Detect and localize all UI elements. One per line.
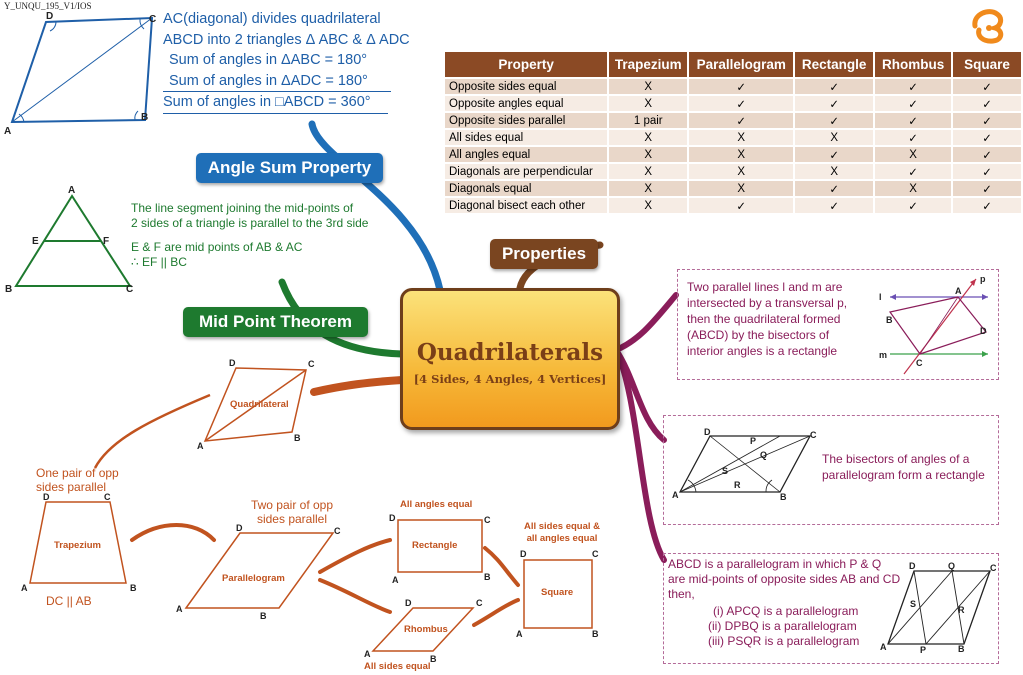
svg-text:B: B bbox=[886, 315, 893, 325]
svg-text:A: A bbox=[176, 604, 183, 614]
svg-text:D: D bbox=[229, 358, 236, 368]
all-angles-text: All angles equal bbox=[400, 499, 473, 510]
property-value-cell: ✓ bbox=[688, 112, 794, 129]
svg-text:B: B bbox=[592, 629, 599, 639]
svg-text:A: A bbox=[516, 629, 523, 639]
transversal-line-1: Two parallel lines l and m are bbox=[687, 280, 843, 294]
svg-text:B: B bbox=[294, 433, 301, 443]
one-pair-text: One pair of opp sides parallel bbox=[36, 466, 119, 494]
property-name-cell: Diagonal bisect each other bbox=[444, 197, 608, 214]
svg-text:C: C bbox=[334, 526, 341, 536]
property-name-cell: Opposite angles equal bbox=[444, 95, 608, 112]
property-name-cell: Diagonals are perpendicular bbox=[444, 163, 608, 180]
center-title: Quadrilaterals bbox=[416, 339, 604, 366]
property-value-cell: X bbox=[608, 146, 688, 163]
svg-text:C: C bbox=[308, 359, 315, 369]
angle-vertex-b: B bbox=[141, 112, 149, 123]
svg-text:P: P bbox=[750, 436, 757, 446]
angle-sum-label: Angle Sum Property bbox=[196, 153, 383, 183]
svg-text:l: l bbox=[879, 292, 882, 302]
svg-text:C: C bbox=[484, 515, 491, 525]
mp-line-1: ABCD is a parallelogram in which P & Q bbox=[668, 557, 882, 571]
svg-text:A: A bbox=[672, 490, 679, 500]
property-value-cell: X bbox=[688, 180, 794, 197]
transversal-line-2: intersected by a transversal p, bbox=[687, 296, 848, 310]
properties-label: Properties bbox=[490, 239, 598, 269]
header-trapezium: Trapezium bbox=[608, 51, 688, 78]
property-value-cell: ✓ bbox=[952, 146, 1022, 163]
svg-text:D: D bbox=[43, 492, 50, 502]
rectangle-label: Rectangle bbox=[412, 540, 458, 551]
mid-vertex-e: E bbox=[32, 236, 39, 247]
transversal-text bbox=[687, 279, 847, 359]
angle-vertex-c: C bbox=[149, 14, 157, 25]
mid-vertex-a: A bbox=[68, 185, 76, 196]
mid-point-line-3: E & F are mid points of AB & AC bbox=[131, 240, 303, 254]
property-value-cell: ✓ bbox=[874, 78, 952, 95]
property-value-cell: X bbox=[794, 163, 874, 180]
property-value-cell: ✓ bbox=[688, 78, 794, 95]
property-name-cell: All sides equal bbox=[444, 129, 608, 146]
svg-text:A: A bbox=[955, 286, 962, 296]
svg-text:D: D bbox=[236, 523, 243, 533]
svg-text:B: B bbox=[260, 611, 267, 621]
transversal-figure bbox=[876, 270, 996, 378]
property-name-cell: Diagonals equal bbox=[444, 180, 608, 197]
svg-text:p: p bbox=[980, 274, 986, 284]
svg-text:Q: Q bbox=[760, 450, 768, 460]
rhombus-label: Rhombus bbox=[404, 624, 448, 635]
property-value-cell: ✓ bbox=[794, 112, 874, 129]
angle-sum-line-2: ABCD into 2 triangles Δ ABC & Δ ADC bbox=[163, 31, 410, 48]
svg-text:A: A bbox=[197, 441, 204, 451]
svg-text:A: A bbox=[21, 583, 28, 593]
svg-text:B: B bbox=[780, 492, 787, 502]
svg-text:R: R bbox=[734, 480, 741, 490]
parallelogram-label: Parallelogram bbox=[222, 573, 285, 584]
transversal-line-4: (ABCD) by the bisectors of bbox=[687, 328, 830, 342]
svg-text:m: m bbox=[879, 350, 888, 360]
property-value-cell: ✓ bbox=[874, 197, 952, 214]
property-value-cell: ✓ bbox=[688, 95, 794, 112]
svg-text:D: D bbox=[704, 427, 711, 437]
svg-text:S: S bbox=[722, 466, 729, 476]
midpoint-parallelogram-figure bbox=[876, 559, 996, 659]
mid-vertex-b: B bbox=[5, 284, 13, 295]
svg-text:D: D bbox=[389, 513, 396, 523]
bisector-line-1: The bisectors of angles of a bbox=[822, 452, 970, 466]
mp-line-3: then, bbox=[668, 587, 695, 601]
property-value-cell: ✓ bbox=[874, 163, 952, 180]
corner-code: Y_UNQU_195_V1/IOS bbox=[4, 1, 92, 11]
header-rhombus: Rhombus bbox=[874, 51, 952, 78]
svg-text:D: D bbox=[909, 561, 916, 571]
angle-sum-line-4: Sum of angles in ΔADC = 180° bbox=[163, 71, 391, 93]
angle-sum-line-1: AC(diagonal) divides quadrilateral bbox=[163, 11, 381, 27]
property-value-cell: ✓ bbox=[952, 112, 1022, 129]
property-value-cell: ✓ bbox=[794, 146, 874, 163]
header-property: Property bbox=[444, 51, 608, 78]
property-value-cell: X bbox=[688, 146, 794, 163]
svg-text:C: C bbox=[916, 358, 923, 368]
svg-text:B: B bbox=[430, 654, 437, 664]
mp-item-1: (i) APCQ is a parallelogram bbox=[713, 604, 859, 618]
quadrilateral-label: Quadrilateral bbox=[230, 399, 289, 410]
svg-text:C: C bbox=[990, 563, 996, 573]
svg-text:C: C bbox=[104, 492, 111, 502]
svg-text:D: D bbox=[405, 598, 412, 608]
mid-point-label: Mid Point Theorem bbox=[183, 307, 368, 337]
property-value-cell: ✓ bbox=[952, 78, 1022, 95]
bisector-line-2: parallelogram form a rectangle bbox=[822, 468, 985, 482]
angle-sum-line-5: Sum of angles in □ABCD = 360° bbox=[163, 92, 388, 114]
square-label: Square bbox=[541, 587, 574, 598]
svg-text:B: B bbox=[958, 644, 965, 654]
svg-text:A: A bbox=[880, 642, 887, 652]
property-value-cell: X bbox=[874, 146, 952, 163]
svg-text:B: B bbox=[484, 572, 491, 582]
property-value-cell: ✓ bbox=[874, 95, 952, 112]
header-rectangle: Rectangle bbox=[794, 51, 874, 78]
property-value-cell: ✓ bbox=[794, 180, 874, 197]
property-value-cell: ✓ bbox=[688, 197, 794, 214]
svg-text:D: D bbox=[520, 549, 527, 559]
svg-text:C: C bbox=[810, 430, 817, 440]
property-value-cell: X bbox=[608, 180, 688, 197]
svg-text:Q: Q bbox=[948, 561, 956, 571]
center-subtitle: [4 Sides, 4 Angles, 4 Vertices] bbox=[413, 372, 607, 386]
property-value-cell: ✓ bbox=[874, 129, 952, 146]
property-name-cell: All angles equal bbox=[444, 146, 608, 163]
property-value-cell: ✓ bbox=[794, 95, 874, 112]
property-value-cell: X bbox=[608, 163, 688, 180]
property-value-cell: ✓ bbox=[952, 95, 1022, 112]
svg-text:A: A bbox=[392, 575, 399, 585]
property-value-cell: ✓ bbox=[952, 129, 1022, 146]
all-sides-angles-text: All sides equal & all angles equal bbox=[523, 521, 601, 544]
property-value-cell: X bbox=[688, 163, 794, 180]
transversal-line-3: then the quadrilateral formed bbox=[687, 312, 841, 326]
property-name-cell: Opposite sides equal bbox=[444, 78, 608, 95]
property-value-cell: ✓ bbox=[874, 112, 952, 129]
property-value-cell: X bbox=[608, 95, 688, 112]
all-sides-text: All sides equal bbox=[364, 661, 431, 672]
mid-vertex-c: C bbox=[126, 284, 134, 295]
header-square: Square bbox=[952, 51, 1022, 78]
property-value-cell: ✓ bbox=[794, 197, 874, 214]
svg-text:A: A bbox=[364, 649, 371, 659]
mid-point-line-1: The line segment joining the mid-points of bbox=[131, 201, 354, 215]
angle-vertex-d: D bbox=[46, 11, 54, 22]
property-value-cell: X bbox=[688, 129, 794, 146]
transversal-line-5: interior angles is a rectangle bbox=[687, 344, 838, 358]
angle-vertex-a: A bbox=[4, 126, 12, 135]
mid-point-line-2: 2 sides of a triangle is parallel to the 3rd side bbox=[131, 216, 369, 230]
svg-text:R: R bbox=[958, 605, 965, 615]
mp-line-2: are mid-points of opposite sides AB and CD bbox=[668, 572, 901, 586]
mp-item-2: (ii) DPBQ is a parallelogram bbox=[708, 619, 857, 633]
mp-item-3: (iii) PSQR is a parallelogram bbox=[708, 634, 860, 648]
svg-text:C: C bbox=[592, 549, 599, 559]
trapezium-label: Trapezium bbox=[54, 540, 101, 551]
property-name-cell: Opposite sides parallel bbox=[444, 112, 608, 129]
property-value-cell: ✓ bbox=[952, 180, 1022, 197]
property-value-cell: X bbox=[874, 180, 952, 197]
midpoint-parallelogram-text bbox=[668, 557, 900, 649]
property-value-cell: X bbox=[608, 78, 688, 95]
property-value-cell: ✓ bbox=[952, 197, 1022, 214]
property-value-cell: X bbox=[608, 129, 688, 146]
mid-point-line-4: ∴ EF || BC bbox=[131, 255, 187, 269]
property-value-cell: ✓ bbox=[794, 78, 874, 95]
two-pair-text: Two pair of opp sides parallel bbox=[250, 498, 334, 526]
svg-text:C: C bbox=[476, 598, 483, 608]
bisector-text bbox=[822, 451, 985, 483]
svg-text:P: P bbox=[920, 645, 927, 655]
svg-text:B: B bbox=[130, 583, 137, 593]
property-value-cell: X bbox=[608, 197, 688, 214]
svg-text:S: S bbox=[910, 599, 917, 609]
property-value-cell: X bbox=[794, 129, 874, 146]
property-value-cell: 1 pair bbox=[608, 112, 688, 129]
dc-ab-text: DC || AB bbox=[46, 594, 92, 608]
header-parallelogram: Parallelogram bbox=[688, 51, 794, 78]
mid-vertex-f: F bbox=[103, 236, 110, 247]
svg-text:D: D bbox=[980, 326, 987, 336]
bisector-figure bbox=[668, 422, 818, 517]
property-value-cell: ✓ bbox=[952, 163, 1022, 180]
angle-sum-line-3: Sum of angles in ΔABC = 180° bbox=[169, 52, 368, 68]
